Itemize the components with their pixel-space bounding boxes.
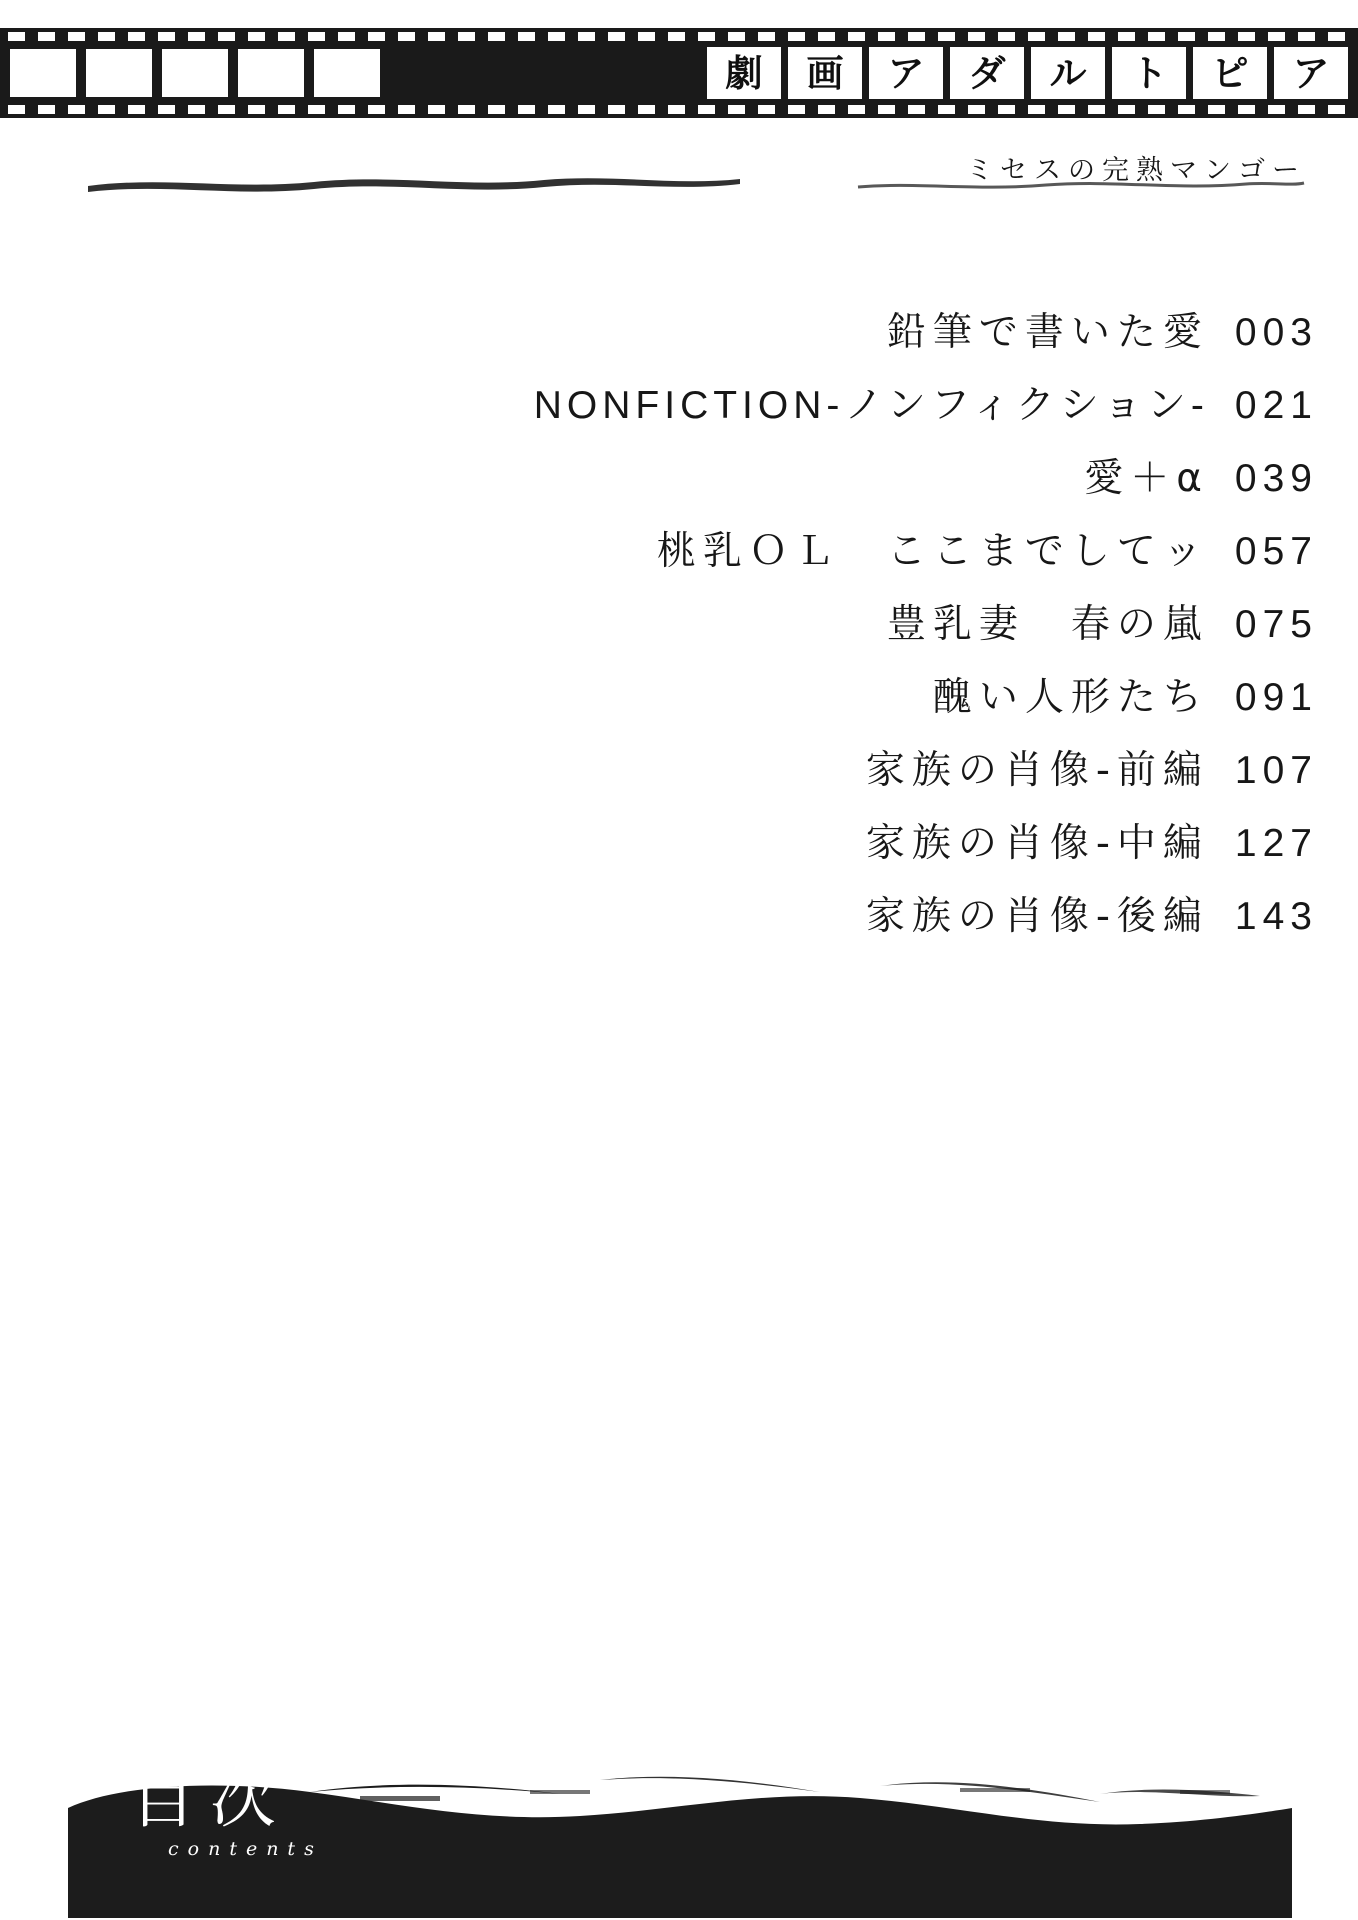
toc-entry-title: 家族の肖像-中編 bbox=[865, 821, 1209, 866]
contents-heading-en: contents bbox=[168, 1838, 323, 1860]
toc-entry[interactable] bbox=[88, 515, 1318, 588]
filmstrip-perforation bbox=[1298, 105, 1315, 114]
toc-entry-title: NONFICTION-ノンフィクション- bbox=[533, 384, 1209, 427]
filmstrip-perforation bbox=[308, 105, 325, 114]
filmstrip-blank-frame bbox=[162, 49, 228, 97]
toc-entry-title: 豊乳妻 春の嵐 bbox=[886, 602, 1209, 647]
filmstrip-perforation bbox=[998, 105, 1015, 114]
filmstrip-perforation bbox=[1328, 105, 1345, 114]
filmstrip-perforation bbox=[728, 32, 745, 41]
toc-entry[interactable] bbox=[88, 734, 1318, 807]
filmstrip-perforation bbox=[848, 32, 865, 41]
filmstrip-perforation bbox=[788, 32, 805, 41]
filmstrip-perforations-top bbox=[0, 32, 1358, 41]
filmstrip-perforation bbox=[398, 32, 415, 41]
filmstrip-perforation bbox=[38, 32, 55, 41]
filmstrip-perforation bbox=[428, 32, 445, 41]
toc-entry[interactable] bbox=[88, 880, 1318, 953]
toc-entry-rule bbox=[88, 867, 1318, 868]
contents-heading-jp: 目次 bbox=[130, 1760, 290, 1837]
toc-entry-rule bbox=[88, 502, 1318, 503]
filmstrip-perforation bbox=[998, 32, 1015, 41]
filmstrip-perforation bbox=[1028, 105, 1045, 114]
filmstrip-perforation bbox=[608, 105, 625, 114]
toc-entry-rule bbox=[88, 721, 1318, 722]
filmstrip-perforation bbox=[458, 32, 475, 41]
filmstrip-perforation bbox=[1088, 105, 1105, 114]
filmstrip-perforation bbox=[818, 32, 835, 41]
filmstrip-perforation bbox=[578, 32, 595, 41]
filmstrip-perforation bbox=[758, 32, 775, 41]
magazine-title-char: 画 bbox=[788, 47, 862, 99]
toc-entry-page: 075 bbox=[1234, 603, 1318, 646]
filmstrip-blank-frame bbox=[314, 49, 380, 97]
filmstrip-perforation bbox=[428, 105, 445, 114]
series-subtitle-smudge bbox=[856, 178, 1306, 194]
filmstrip-perforation bbox=[968, 32, 985, 41]
filmstrip-perforation bbox=[218, 32, 235, 41]
filmstrip-perforation bbox=[1238, 32, 1255, 41]
filmstrip-perforation bbox=[908, 32, 925, 41]
filmstrip-perforation bbox=[368, 105, 385, 114]
filmstrip-perforation bbox=[338, 32, 355, 41]
filmstrip-blank-frame bbox=[86, 49, 152, 97]
filmstrip-perforation bbox=[368, 32, 385, 41]
filmstrip-perforation bbox=[668, 105, 685, 114]
filmstrip-perforation bbox=[158, 105, 175, 114]
magazine-title-char: ト bbox=[1112, 47, 1186, 99]
filmstrip-perforation bbox=[278, 32, 295, 41]
filmstrip-perforation bbox=[68, 32, 85, 41]
toc-entry[interactable] bbox=[88, 807, 1318, 880]
filmstrip-perforation bbox=[8, 105, 25, 114]
toc-entry-page: 091 bbox=[1234, 676, 1318, 719]
filmstrip-perforation bbox=[158, 32, 175, 41]
filmstrip-perforation bbox=[908, 105, 925, 114]
filmstrip-perforation bbox=[1058, 32, 1075, 41]
toc-entry-rule bbox=[88, 794, 1318, 795]
filmstrip-perforation bbox=[1058, 105, 1075, 114]
filmstrip-perforation bbox=[1298, 32, 1315, 41]
filmstrip-perforation bbox=[38, 105, 55, 114]
filmstrip-perforation bbox=[488, 32, 505, 41]
filmstrip-perforation bbox=[1178, 32, 1195, 41]
filmstrip-header bbox=[0, 28, 1358, 118]
filmstrip-perforation bbox=[548, 32, 565, 41]
filmstrip-perforation bbox=[248, 105, 265, 114]
filmstrip-perforation bbox=[1148, 32, 1165, 41]
filmstrip-perforation bbox=[548, 105, 565, 114]
toc-entry-rule bbox=[88, 356, 1318, 357]
filmstrip-perforation bbox=[608, 32, 625, 41]
filmstrip-perforation bbox=[848, 105, 865, 114]
filmstrip-perforation bbox=[1328, 32, 1345, 41]
toc-entry-title: 鉛筆で書いた愛 bbox=[886, 310, 1209, 355]
filmstrip-perforation bbox=[668, 32, 685, 41]
filmstrip-perforation bbox=[1268, 105, 1285, 114]
magazine-title-char: ル bbox=[1031, 47, 1105, 99]
filmstrip-perforation bbox=[788, 105, 805, 114]
filmstrip-perforation bbox=[188, 105, 205, 114]
filmstrip-perforation bbox=[728, 105, 745, 114]
toc-entry-page: 127 bbox=[1234, 822, 1318, 865]
filmstrip-perforation bbox=[488, 105, 505, 114]
toc-entry-page: 039 bbox=[1234, 457, 1318, 500]
toc-entry-rule bbox=[88, 575, 1318, 576]
filmstrip-perforation bbox=[188, 32, 205, 41]
filmstrip-perforation bbox=[278, 105, 295, 114]
toc-entry-rule bbox=[88, 940, 1318, 941]
magazine-title bbox=[707, 47, 1348, 99]
series-subtitle: ミセスの完熟マンゴー bbox=[966, 155, 1306, 186]
table-of-contents bbox=[88, 296, 1318, 953]
filmstrip-perforation bbox=[338, 105, 355, 114]
footer-contents-banner bbox=[0, 1690, 1358, 1920]
magazine-title-char: 劇 bbox=[707, 47, 781, 99]
filmstrip-perforation bbox=[818, 105, 835, 114]
filmstrip-perforation bbox=[1208, 32, 1225, 41]
filmstrip-perforation bbox=[1148, 105, 1165, 114]
filmstrip-perforation bbox=[308, 32, 325, 41]
toc-entry-title: 醜い人形たち bbox=[932, 675, 1209, 720]
filmstrip-perforation bbox=[398, 105, 415, 114]
filmstrip-perforation bbox=[968, 105, 985, 114]
filmstrip-perforation bbox=[1238, 105, 1255, 114]
filmstrip-perforation bbox=[878, 32, 895, 41]
filmstrip-blank-frame bbox=[10, 49, 76, 97]
filmstrip-perforation bbox=[98, 105, 115, 114]
filmstrip-perforation bbox=[878, 105, 895, 114]
magazine-title-char: ア bbox=[1274, 47, 1348, 99]
filmstrip-perforation bbox=[8, 32, 25, 41]
toc-entry[interactable] bbox=[88, 442, 1318, 515]
filmstrip-perforation bbox=[1268, 32, 1285, 41]
filmstrip-perforation bbox=[938, 32, 955, 41]
filmstrip-perforation bbox=[1088, 32, 1105, 41]
toc-entry-title: 桃乳ＯＬ ここまでしてッ bbox=[656, 529, 1209, 574]
toc-entry[interactable] bbox=[88, 661, 1318, 734]
filmstrip-blank-frame bbox=[238, 49, 304, 97]
filmstrip-perforation bbox=[248, 32, 265, 41]
filmstrip-perforation bbox=[1118, 32, 1135, 41]
contents-heading bbox=[130, 1760, 323, 1860]
toc-entry-page: 021 bbox=[1234, 384, 1318, 427]
filmstrip-perforations-bottom bbox=[0, 105, 1358, 114]
magazine-title-char: ダ bbox=[950, 47, 1024, 99]
toc-entry-title: 愛＋α bbox=[1084, 456, 1209, 501]
filmstrip-perforation bbox=[938, 105, 955, 114]
filmstrip-perforation bbox=[1118, 105, 1135, 114]
filmstrip-perforation bbox=[128, 32, 145, 41]
magazine-title-char: ア bbox=[869, 47, 943, 99]
filmstrip-perforation bbox=[1028, 32, 1045, 41]
filmstrip-perforation bbox=[638, 32, 655, 41]
toc-entry-rule bbox=[88, 648, 1318, 649]
toc-entry-title: 家族の肖像-後編 bbox=[865, 894, 1209, 939]
filmstrip-perforation bbox=[638, 105, 655, 114]
toc-entry-rule bbox=[88, 429, 1318, 430]
filmstrip-perforation bbox=[1208, 105, 1225, 114]
filmstrip-perforation bbox=[578, 105, 595, 114]
filmstrip-perforation bbox=[518, 105, 535, 114]
filmstrip-perforation bbox=[218, 105, 235, 114]
toc-entry-page: 057 bbox=[1234, 530, 1318, 573]
filmstrip-perforation bbox=[698, 32, 715, 41]
filmstrip-perforation bbox=[698, 105, 715, 114]
filmstrip-perforation bbox=[98, 32, 115, 41]
filmstrip-perforation bbox=[758, 105, 775, 114]
toc-entry[interactable] bbox=[88, 296, 1318, 369]
filmstrip-perforation bbox=[518, 32, 535, 41]
filmstrip-blank-frames bbox=[10, 49, 380, 97]
toc-entry-title: 家族の肖像-前編 bbox=[865, 748, 1209, 793]
toc-entry-page: 143 bbox=[1234, 895, 1318, 938]
brush-smear-decoration bbox=[84, 170, 744, 196]
toc-entry[interactable] bbox=[88, 588, 1318, 661]
filmstrip-perforation bbox=[68, 105, 85, 114]
toc-entry[interactable] bbox=[88, 369, 1318, 442]
toc-entry-page: 107 bbox=[1234, 749, 1318, 792]
filmstrip-perforation bbox=[458, 105, 475, 114]
magazine-title-char: ピ bbox=[1193, 47, 1267, 99]
filmstrip-perforation bbox=[128, 105, 145, 114]
toc-entry-page: 003 bbox=[1234, 311, 1318, 354]
filmstrip-perforation bbox=[1178, 105, 1195, 114]
